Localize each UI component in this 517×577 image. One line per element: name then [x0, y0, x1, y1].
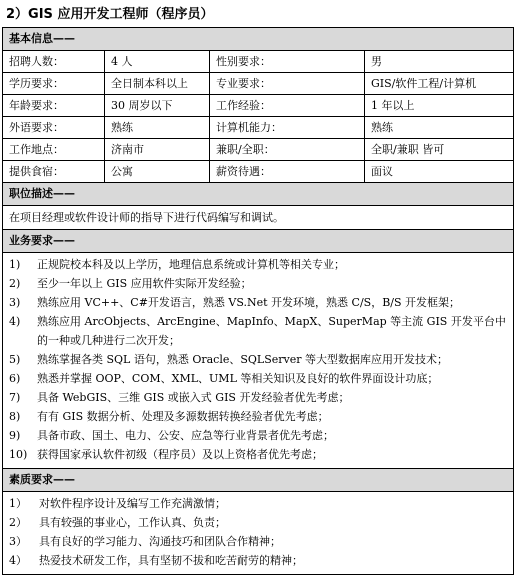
item-text: 熟练应用 ArcObjects、ArcEngine、MapInfo、MapX、SuperMap 等主流 GIS 开发平台中的一种或几种进行二次开发；: [37, 315, 506, 347]
item-text: 具备市政、国土、电力、公安、应急等行业背景者优先考虑；: [37, 429, 334, 442]
item-text: 具有良好的学习能力、沟通技巧和团队合作精神；: [39, 535, 281, 548]
list-item: [7, 445, 509, 464]
item-number: 2）: [9, 516, 27, 529]
list-item: [7, 388, 509, 407]
item-text: 至少一年以上 GIS 应用软件实际开发经验；: [37, 277, 252, 290]
item-number: 3): [9, 296, 21, 309]
item-text: 具备 WebGIS、三维 GIS 或嵌入式 GIS 开发经验者优先考虑；: [37, 391, 350, 404]
value-language: 熟练: [105, 117, 210, 139]
item-number: 4）: [9, 554, 27, 567]
label-worktype: 兼职/全职：: [210, 139, 365, 161]
value-location: 济南市: [105, 139, 210, 161]
label-experience: 工作经验：: [210, 95, 365, 117]
item-number: 10): [9, 448, 28, 461]
list-item: [7, 426, 509, 445]
item-text: 热爱技术研发工作，具有坚韧不拔和吃苦耐劳的精神；: [39, 554, 303, 567]
value-salary: 面议: [365, 161, 513, 183]
value-housing: 公寓: [105, 161, 210, 183]
item-number: 3）: [9, 535, 27, 548]
value-worktype: 全职/兼职 皆可: [365, 139, 513, 161]
item-text: 有有 GIS 数据分析、处理及多源数据转换经验者优先考虑；: [37, 410, 329, 423]
label-salary: 薪资待遇：: [210, 161, 365, 183]
item-number: 5): [9, 353, 21, 366]
list-item: [7, 293, 509, 312]
list-item: [7, 407, 509, 426]
quality-header: 素质要求——: [3, 469, 513, 492]
item-number: 8): [9, 410, 21, 423]
label-education: 学历要求：: [3, 73, 105, 95]
item-number: 2): [9, 277, 21, 290]
value-computer: 熟练: [365, 117, 513, 139]
item-number: 9): [9, 429, 21, 442]
item-text: 熟悉并掌握 OOP、COM、XML、UML 等相关知识及良好的软件界面设计功底；: [37, 372, 439, 385]
label-language: 外语要求：: [3, 117, 105, 139]
job-title: 2）GIS 应用开发工程师（程序员）: [6, 7, 214, 22]
list-item: [7, 369, 509, 388]
quality-list: [3, 492, 513, 575]
description-header: 职位描述——: [3, 183, 513, 206]
list-item: [7, 312, 509, 350]
label-major: 专业要求：: [210, 73, 365, 95]
value-education: 全日制本科以上: [105, 73, 210, 95]
label-computer: 计算机能力：: [210, 117, 365, 139]
item-number: 1): [9, 258, 21, 271]
list-item: [7, 551, 509, 570]
item-text: 正规院校本科及以上学历，地理信息系统或计算机等相关专业；: [37, 258, 345, 271]
label-housing: 提供食宿：: [3, 161, 105, 183]
label-gender: 性别要求：: [210, 51, 365, 73]
list-item: [7, 274, 509, 293]
list-item: [7, 350, 509, 369]
basic-info-grid: [3, 51, 513, 183]
item-number: 7): [9, 391, 21, 404]
value-experience: 1 年以上: [365, 95, 513, 117]
value-major: GIS/软件工程/计算机: [365, 73, 513, 95]
description-text: 在项目经理或软件设计师的指导下进行代码编写和调试。: [3, 206, 513, 230]
label-age: 年龄要求：: [3, 95, 105, 117]
list-item: [7, 255, 509, 274]
value-gender: 男: [365, 51, 513, 73]
label-location: 工作地点：: [3, 139, 105, 161]
item-number: 6): [9, 372, 21, 385]
list-item: [7, 513, 509, 532]
item-text: 对软件程序设计及编写工作充满激情；: [39, 497, 226, 510]
item-text: 获得国家承认软件初级（程序员）及以上资格者优先考虑；: [37, 448, 323, 461]
basic-info-header: 基本信息——: [3, 28, 513, 51]
value-headcount: 4 人: [105, 51, 210, 73]
business-header: 业务要求——: [3, 230, 513, 253]
business-list: [3, 253, 513, 469]
item-text: 具有较强的事业心，工作认真、负责；: [39, 516, 226, 529]
list-item: [7, 494, 509, 513]
value-age: 30 周岁以下: [105, 95, 210, 117]
item-number: 4): [9, 315, 21, 328]
list-item: [7, 532, 509, 551]
job-table: [2, 27, 514, 575]
item-text: 熟练掌握各类 SQL 语句，熟悉 Oracle、SQLServer 等大型数据库应用开发技术；: [37, 353, 449, 366]
item-number: 1）: [9, 497, 27, 510]
item-text: 熟练应用 VC++、C#开发语言，熟悉 VS.Net 开发环境，熟悉 C/S，B/S 开发框架；: [37, 296, 461, 309]
label-headcount: 招聘人数：: [3, 51, 105, 73]
